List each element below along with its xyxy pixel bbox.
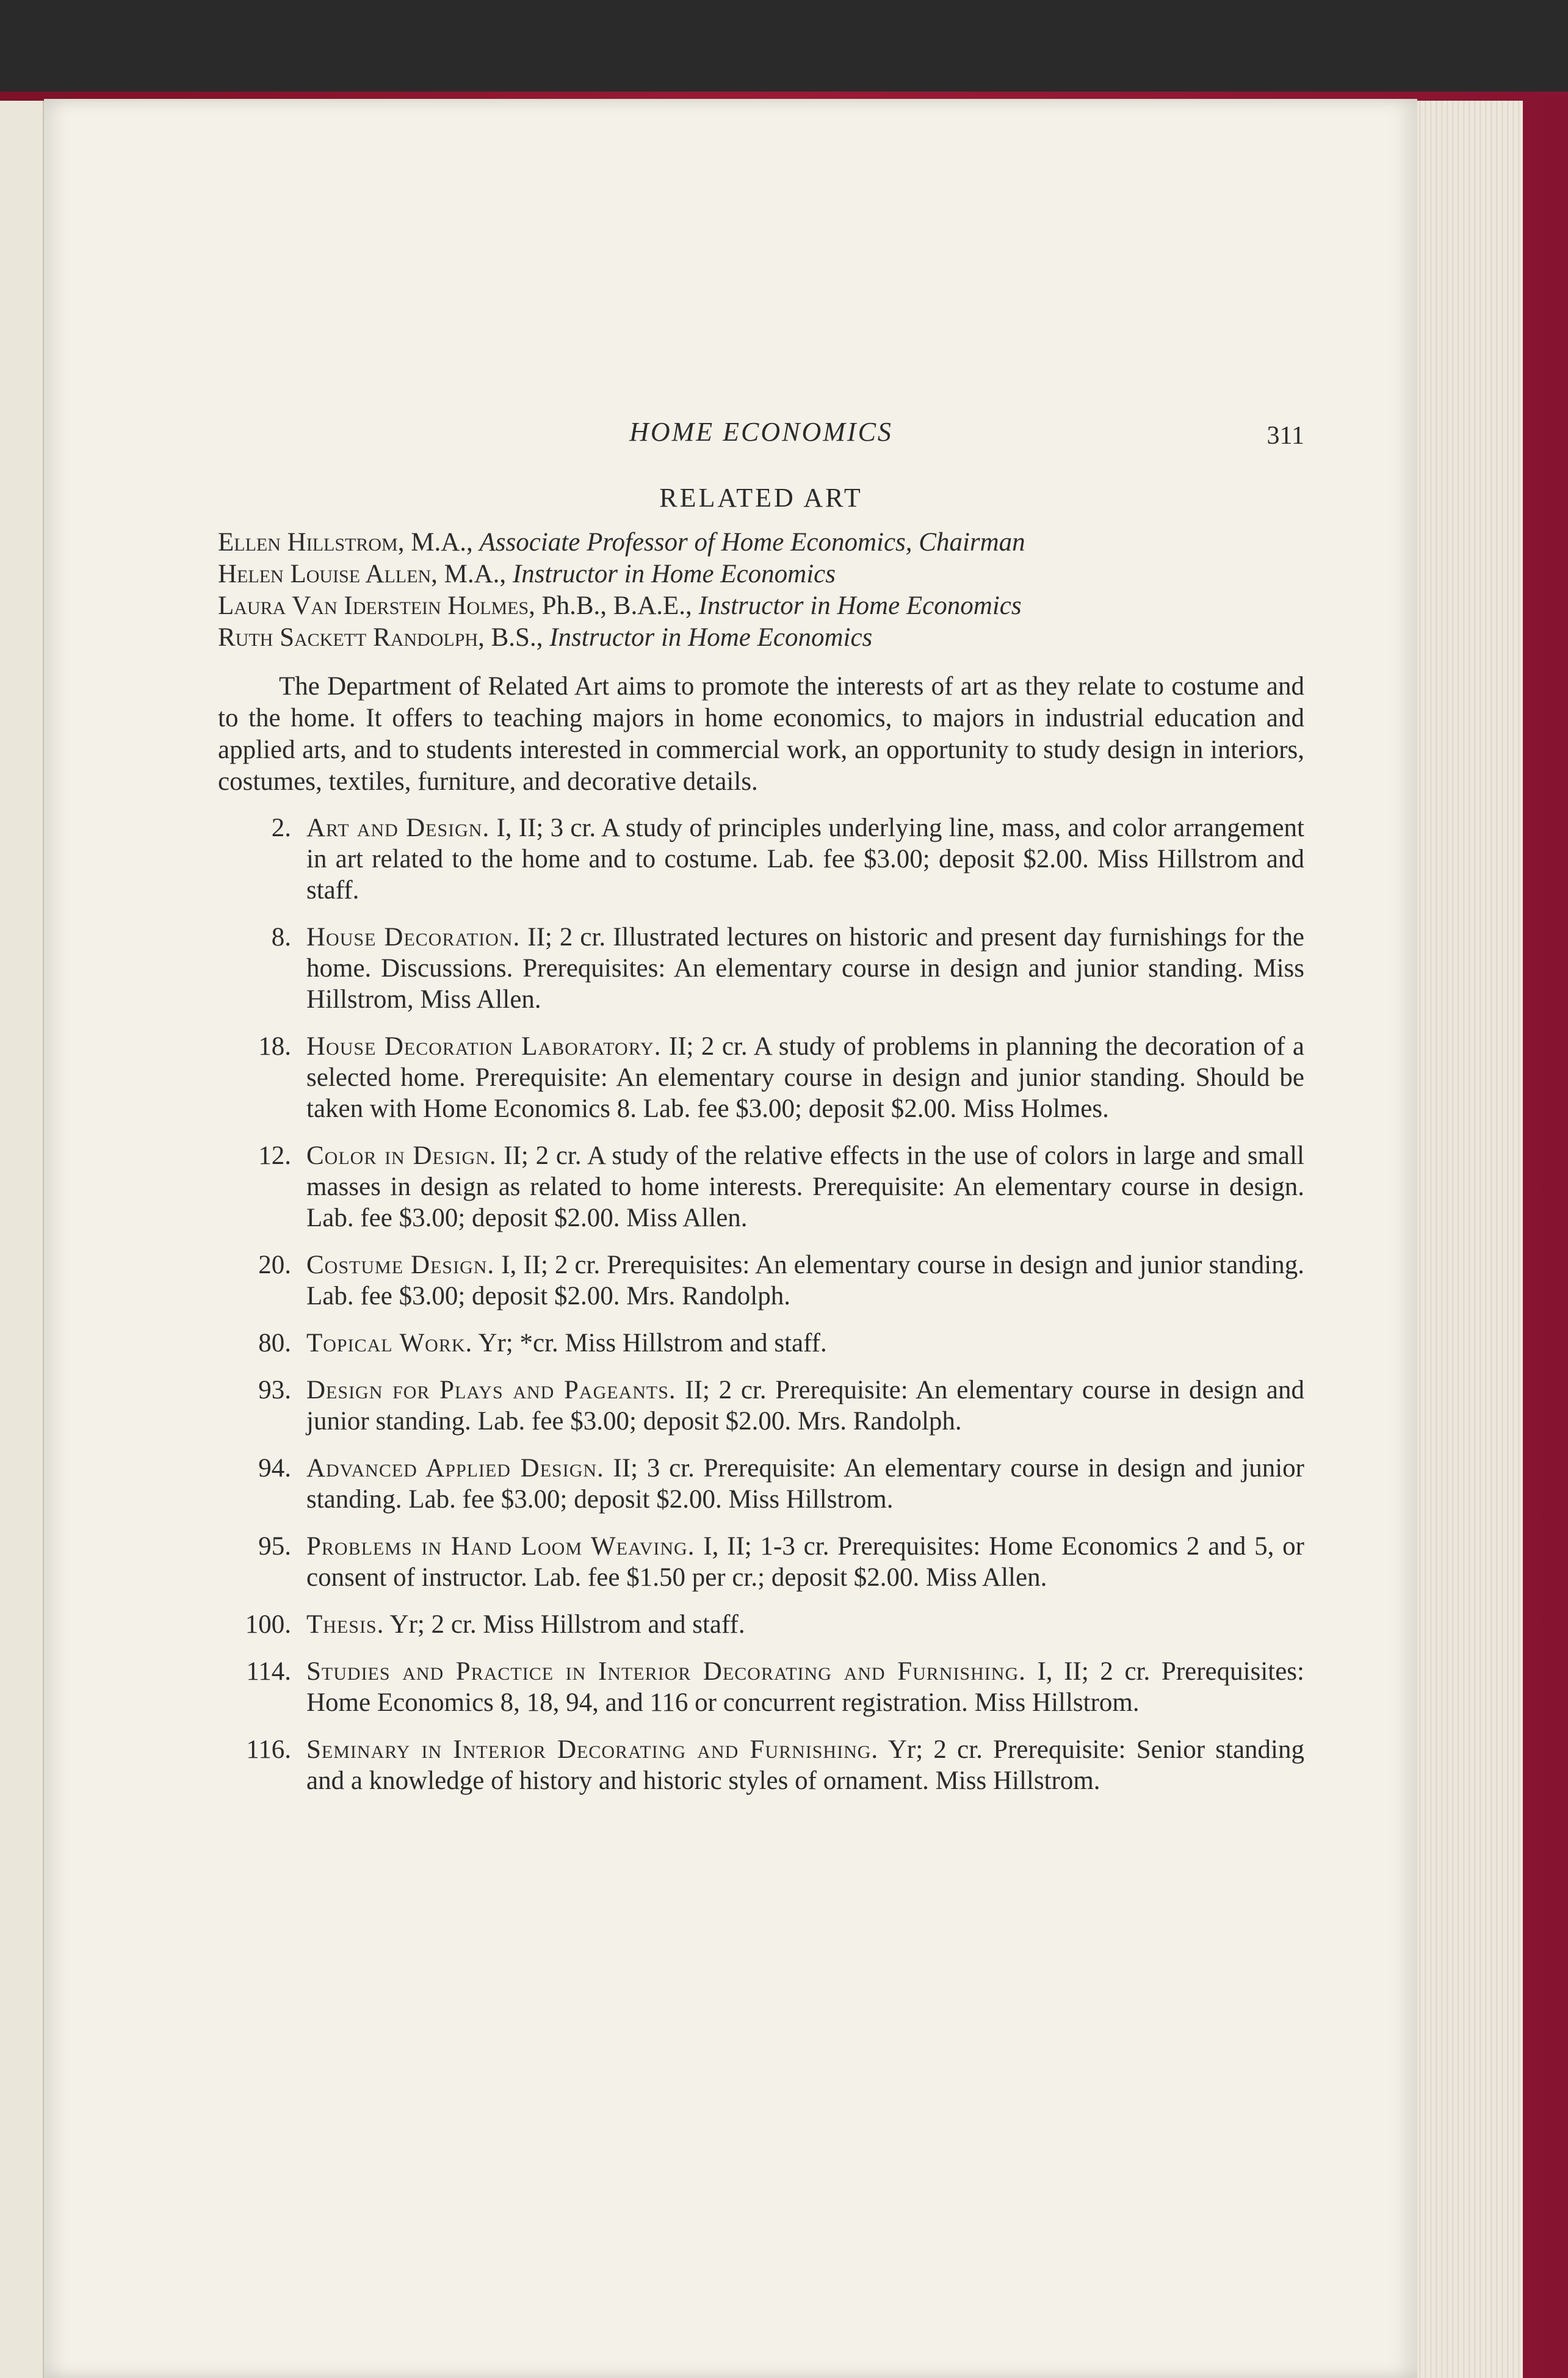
faculty-entry	[218, 590, 1304, 622]
course-title: Art and Design.	[306, 814, 490, 842]
course-number: 114.	[246, 1657, 291, 1686]
course-list	[218, 812, 1304, 1796]
course-entry	[218, 922, 1304, 1015]
faculty-title: Instructor in Home Economics	[698, 591, 1022, 620]
course-entry	[218, 1140, 1304, 1234]
course-entry	[218, 1031, 1304, 1124]
left-page-edge	[0, 101, 45, 2378]
section-title: RELATED ART	[659, 483, 863, 513]
course-description: II; 2 cr. Prerequisite: An elementary course in design and junior standing. Lab. fee $3.00; deposit $2.00. Mrs. Randolph.	[306, 1376, 1304, 1436]
course-number: 18.	[258, 1032, 291, 1061]
course-entry	[218, 1656, 1304, 1718]
course-description: II; 2 cr. A study of the relative effects in the use of colors in large and small masses in design as related to home interests. Prerequisite: An elementary course in design. Lab. fee $3.00; deposit $2.00. Miss Allen.	[306, 1141, 1304, 1232]
faculty-name: Laura Van Iderstein Holmes	[218, 591, 529, 620]
course-entry	[218, 812, 1304, 906]
page-text	[218, 416, 1304, 1812]
course-number: 80.	[258, 1329, 291, 1357]
course-number: 8.	[271, 923, 291, 952]
course-title: Advanced Applied Design.	[306, 1454, 604, 1483]
course-title: Topical Work.	[306, 1329, 473, 1357]
faculty-title: Instructor in Home Economics	[549, 623, 873, 652]
course-number: 100.	[245, 1610, 291, 1639]
faculty-degree: , B.S.,	[478, 623, 550, 652]
course-description: Yr; 2 cr. Miss Hillstrom and staff.	[384, 1610, 745, 1639]
course-title: Design for Plays and Pageants.	[306, 1376, 676, 1404]
course-description: II; 3 cr. Prerequisite: An elementary course in design and junior standing. Lab. fee $3.00; deposit $2.00. Miss Hillstrom.	[306, 1454, 1304, 1514]
running-head	[218, 416, 1304, 459]
course-title: Studies and Practice in Interior Decorating and Furnishing.	[306, 1657, 1026, 1686]
faculty-degree: , Ph.B., B.A.E.,	[529, 591, 699, 620]
course-description: Yr; *cr. Miss Hillstrom and staff.	[472, 1329, 827, 1357]
course-description: I, II; 1-3 cr. Prerequisites: Home Economics 2 and 5, or consent of instructor. Lab. fee $1.50 per cr.; deposit $2.00. Miss Allen.	[306, 1532, 1304, 1592]
course-entry	[218, 1375, 1304, 1437]
course-description: II; 2 cr. Illustrated lectures on historic and present day furnishings for the home. Discussions. Prerequisites: An elementary course in design and junior standing. Miss Hillstrom, Miss Allen.	[306, 923, 1304, 1014]
course-number: 20.	[258, 1251, 291, 1279]
faculty-entry	[218, 558, 1304, 590]
course-number: 95.	[258, 1532, 291, 1561]
department-description: The Department of Related Art aims to promote the interests of art as they relate to costume and to the home. It offers to teaching majors in home economics, to majors in industrial education and applied arts, and to students interested in commercial work, an opportunity to study design in interiors, costumes, textiles, furniture, and decorative details.	[218, 672, 1304, 796]
course-title: Problems in Hand Loom Weaving.	[306, 1532, 695, 1561]
course-entry	[218, 1249, 1304, 1312]
course-entry	[218, 1531, 1304, 1593]
course-entry	[218, 1734, 1304, 1796]
faculty-name: Ruth Sackett Randolph	[218, 623, 479, 652]
course-number: 116.	[246, 1735, 291, 1764]
faculty-degree: , M.A.,	[431, 560, 513, 588]
faculty-name: Helen Louise Allen	[218, 560, 432, 588]
course-description: I, II; 2 cr. Prerequisites: Home Economics 8, 18, 94, and 116 or concurrent registration. Miss Hillstrom.	[306, 1657, 1304, 1717]
faculty-list	[218, 527, 1304, 654]
course-title: Seminary in Interior Decorating and Furnishing.	[306, 1735, 879, 1764]
course-number: 93.	[258, 1376, 291, 1404]
faculty-entry	[218, 527, 1304, 558]
course-title: Thesis.	[306, 1610, 385, 1639]
course-entry	[218, 1609, 1304, 1640]
faculty-title: Instructor in Home Economics	[512, 560, 836, 588]
faculty-entry	[218, 622, 1304, 654]
course-description: II; 2 cr. A study of problems in planning the decoration of a selected home. Prerequisite: An elementary course in design and junior standing. Should be taken with Home Economics 8. Lab. fee $3.00; deposit $2.00. Miss Holmes.	[306, 1032, 1304, 1123]
course-number: 12.	[258, 1141, 291, 1170]
course-title: Color in Design.	[306, 1141, 497, 1170]
course-number: 94.	[258, 1454, 291, 1483]
course-title: House Decoration Laboratory.	[306, 1032, 662, 1061]
book-page	[44, 99, 1417, 2378]
course-entry	[218, 1453, 1304, 1515]
course-description: I, II; 3 cr. A study of principles underlying line, mass, and color arrangement in art related to the home and to costume. Lab. fee $3.00; deposit $2.00. Miss Hillstrom and staff.	[306, 814, 1304, 905]
faculty-title: Associate Professor of Home Economics, Chairman	[479, 528, 1025, 557]
course-title: House Decoration.	[306, 923, 521, 952]
page-stack-edges	[1410, 101, 1523, 2378]
faculty-name: Ellen Hillstrom	[218, 528, 398, 557]
page-number: 311	[1266, 422, 1304, 450]
course-number: 2.	[271, 814, 291, 842]
course-description: I, II; 2 cr. Prerequisites: An elementary course in design and junior standing. Lab. fee $3.00; deposit $2.00. Mrs. Randolph.	[306, 1251, 1304, 1310]
course-entry	[218, 1328, 1304, 1359]
faculty-degree: , M.A.,	[397, 528, 480, 557]
running-title: HOME ECONOMICS	[629, 417, 893, 447]
course-title: Costume Design.	[306, 1251, 495, 1279]
course-description: Yr; 2 cr. Prerequisite: Senior standing and a knowledge of history and historic styles of ornament. Miss Hillstrom.	[306, 1735, 1304, 1795]
